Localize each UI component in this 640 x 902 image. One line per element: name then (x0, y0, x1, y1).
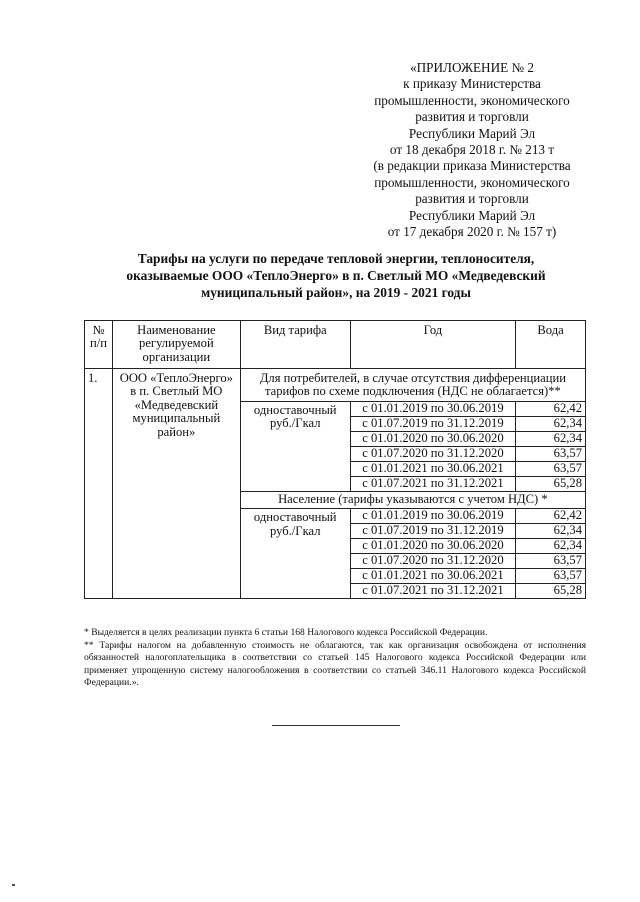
tariff-table (84, 320, 586, 599)
group-heading-row (85, 369, 586, 402)
value-cell: 62,34 (516, 539, 586, 554)
title-line: оказываемые ООО «ТеплоЭнерго» в п. Светлый МО «Медведевский (126, 268, 546, 283)
appendix-line: от 17 декабря 2020 г. № 157 т) (387, 224, 557, 240)
closing-rule (272, 725, 400, 726)
value-cell: 65,28 (516, 476, 586, 491)
appendix-line: развития и торговли (415, 191, 529, 207)
tariff-type-cell: одноставочный руб./Гкал (240, 401, 350, 491)
header-water: Вода (516, 321, 586, 369)
appendix-line: «ПРИЛОЖЕНИЕ № 2 (410, 60, 534, 75)
title-line: Тарифы на услуги по передаче тепловой энергии, теплоносителя, (137, 251, 535, 266)
period-cell: с 01.01.2019 по 30.06.2019 (350, 401, 515, 416)
scan-speck (12, 884, 15, 886)
group-heading: Население (тарифы указываются с учетом НДС) * (240, 491, 585, 508)
title-line: муниципальный район», на 2019 - 2021 годы (201, 285, 471, 300)
organization-name: ООО «ТеплоЭнерго» в п. Светлый МО «Медведевский муниципальный район» (112, 369, 240, 599)
appendix-line: к приказу Министерства (403, 76, 541, 92)
header-year: Год (350, 321, 515, 369)
appendix-line: Республики Марий Эл (408, 125, 536, 141)
period-cell: с 01.07.2019 по 31.12.2019 (350, 416, 515, 431)
value-cell: 63,57 (516, 461, 586, 476)
period-cell: с 01.07.2019 по 31.12.2019 (350, 524, 515, 539)
period-cell: с 01.07.2021 по 31.12.2021 (350, 476, 515, 491)
value-cell: 62,34 (516, 524, 586, 539)
value-cell: 62,42 (516, 509, 586, 524)
value-cell: 65,28 (516, 584, 586, 599)
value-cell: 62,42 (516, 401, 586, 416)
value-cell: 63,57 (516, 446, 586, 461)
footnotes (84, 627, 586, 690)
group-heading: Для потребителей, в случае отсутствия дифференциации тарифов по схеме подключения (НДС не облагается)** (240, 369, 585, 402)
period-cell: с 01.01.2020 по 30.06.2020 (350, 431, 515, 446)
appendix-line: развития и торговли (415, 109, 529, 125)
appendix-line: (в редакции приказа Министерства (373, 158, 571, 174)
table-header-row (85, 321, 586, 369)
period-cell: с 01.01.2021 по 30.06.2021 (350, 569, 515, 584)
appendix-line: от 18 декабря 2018 г. № 213 т (389, 142, 555, 158)
period-cell: с 01.01.2020 по 30.06.2020 (350, 539, 515, 554)
period-cell: с 01.07.2021 по 31.12.2021 (350, 584, 515, 599)
tariff-type-cell: одноставочный руб./Гкал (240, 509, 350, 599)
footnote-tax-exempt: ** Тарифы налогом на добавленную стоимость не облагаются, так как организация освобождена от исполнения обязанностей налогоплательщика в соответствии со статьей 145 Налогового кодекса Российской Федерации или применяет упрощенную систему налогообложения в соответствии со статьей 346.11 Налогового кодекса Российской Федерации.». (84, 639, 586, 689)
appendix-block (366, 60, 578, 240)
document-title (96, 250, 576, 301)
value-cell: 63,57 (516, 569, 586, 584)
period-cell: с 01.01.2019 по 30.06.2019 (350, 509, 515, 524)
row-number: 1. (85, 369, 113, 599)
header-num: № п/п (85, 321, 113, 369)
value-cell: 62,34 (516, 416, 586, 431)
header-organization: Наименование регулируемой организации (112, 321, 240, 369)
period-cell: с 01.07.2020 по 31.12.2020 (350, 554, 515, 569)
period-cell: с 01.07.2020 по 31.12.2020 (350, 446, 515, 461)
header-tariff-type: Вид тарифа (240, 321, 350, 369)
appendix-line: Республики Марий Эл (408, 207, 536, 223)
footnote-vat: * Выделяется в целях реализации пункта 6 статьи 168 Налогового кодекса Российской Федерации. (84, 627, 488, 638)
value-cell: 63,57 (516, 554, 586, 569)
value-cell: 62,34 (516, 431, 586, 446)
appendix-line: промышленности, экономического (374, 174, 570, 190)
period-cell: с 01.01.2021 по 30.06.2021 (350, 461, 515, 476)
appendix-line: промышленности, экономического (374, 92, 570, 108)
